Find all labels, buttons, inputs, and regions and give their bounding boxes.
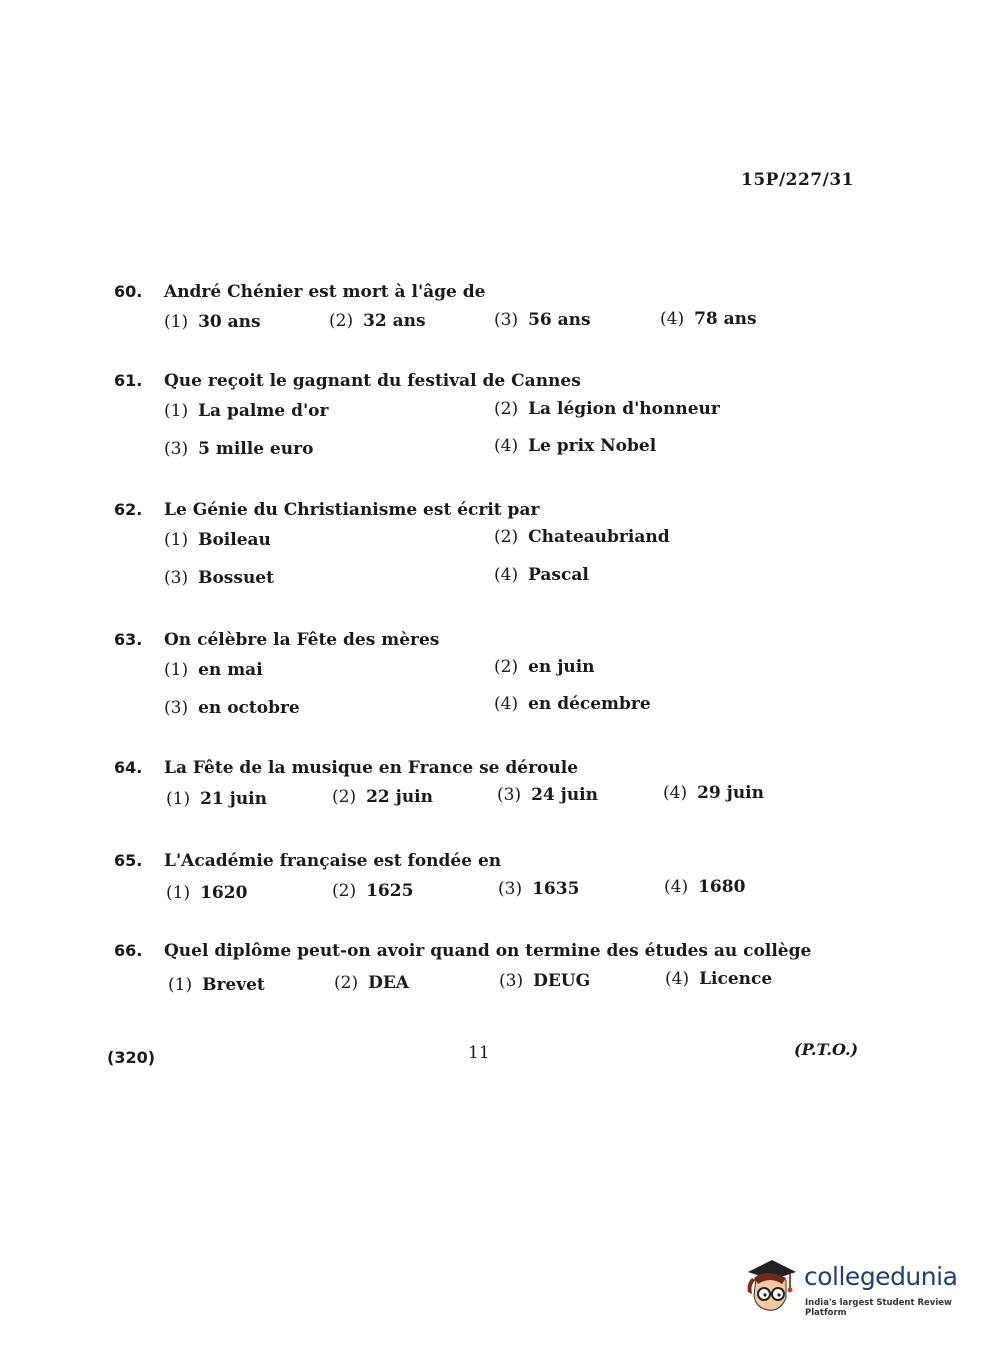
question-text: On célèbre la Fête des mères (164, 630, 440, 650)
question-60 (114, 282, 834, 342)
option-1: (1) en mai (164, 660, 263, 680)
question-63 (114, 630, 834, 730)
options (164, 871, 834, 911)
option-2: (2) DEA (334, 973, 409, 993)
booklet-code: (320) (107, 1048, 156, 1067)
option-2: (2) Chateaubriand (494, 527, 670, 547)
options (164, 302, 834, 342)
option-2: (2) 1625 (332, 881, 414, 901)
option-4: (4) Licence (665, 969, 773, 989)
collegedunia-watermark (742, 1254, 972, 1318)
question-text: La Fête de la musique en France se déroule (164, 758, 579, 778)
question-number: 63. (114, 630, 143, 649)
option-3: (3) 24 juin (497, 785, 598, 805)
brand-tagline: India's largest Student Review Platform (805, 1298, 952, 1318)
option-4: (4) 78 ans (660, 309, 757, 329)
option-3: (3) 5 mille euro (164, 439, 314, 459)
question-number: 66. (114, 941, 143, 960)
option-3: (3) DEUG (499, 971, 591, 991)
option-3: (3) Bossuet (164, 568, 274, 588)
option-4: (4) en décembre (494, 694, 651, 714)
question-65 (114, 851, 834, 911)
question-number: 61. (114, 371, 143, 390)
option-2: (2) 22 juin (332, 787, 433, 807)
pto-label: (P.T.O.) (794, 1040, 859, 1059)
collegedunia-logo-icon (742, 1254, 800, 1314)
question-number: 64. (114, 758, 143, 777)
option-3: (3) 1635 (498, 879, 580, 899)
option-3: (3) 56 ans (494, 310, 591, 330)
option-4: (4) Le prix Nobel (494, 436, 657, 456)
option-1: (1) La palme d'or (164, 401, 329, 421)
option-1: (1) 21 juin (166, 789, 267, 809)
question-text: Le Génie du Christianisme est écrit par (164, 500, 540, 520)
option-4: (4) 1680 (664, 877, 746, 897)
option-2: (2) 32 ans (329, 311, 426, 331)
options (164, 961, 834, 1001)
question-text: L'Académie française est fondée en (164, 851, 502, 871)
option-2: (2) La légion d'honneur (494, 399, 720, 419)
option-3: (3) en octobre (164, 698, 300, 718)
option-1: (1) Brevet (168, 975, 265, 995)
options (164, 778, 834, 818)
options (164, 391, 834, 471)
options (164, 520, 834, 600)
question-61 (114, 371, 834, 471)
question-66 (114, 941, 834, 1001)
question-text: Que reçoit le gagnant du festival de Cannes (164, 371, 581, 391)
question-text: André Chénier est mort à l'âge de (164, 282, 486, 302)
question-number: 62. (114, 500, 143, 519)
question-62 (114, 500, 834, 600)
option-1: (1) 30 ans (164, 312, 261, 332)
options (164, 650, 834, 730)
option-2: (2) en juin (494, 657, 595, 677)
option-4: (4) 29 juin (663, 783, 764, 803)
question-number: 60. (114, 282, 143, 301)
brand-name: collegedunia (804, 1262, 958, 1291)
question-number: 65. (114, 851, 143, 870)
option-4: (4) Pascal (494, 565, 589, 585)
question-text: Quel diplôme peut-on avoir quand on termine des études au collège (164, 941, 812, 961)
page-number: 11 (468, 1043, 490, 1063)
question-64 (114, 758, 834, 818)
paper-code: 15P/227/31 (741, 170, 855, 190)
option-1: (1) 1620 (166, 883, 248, 903)
option-1: (1) Boileau (164, 530, 271, 550)
